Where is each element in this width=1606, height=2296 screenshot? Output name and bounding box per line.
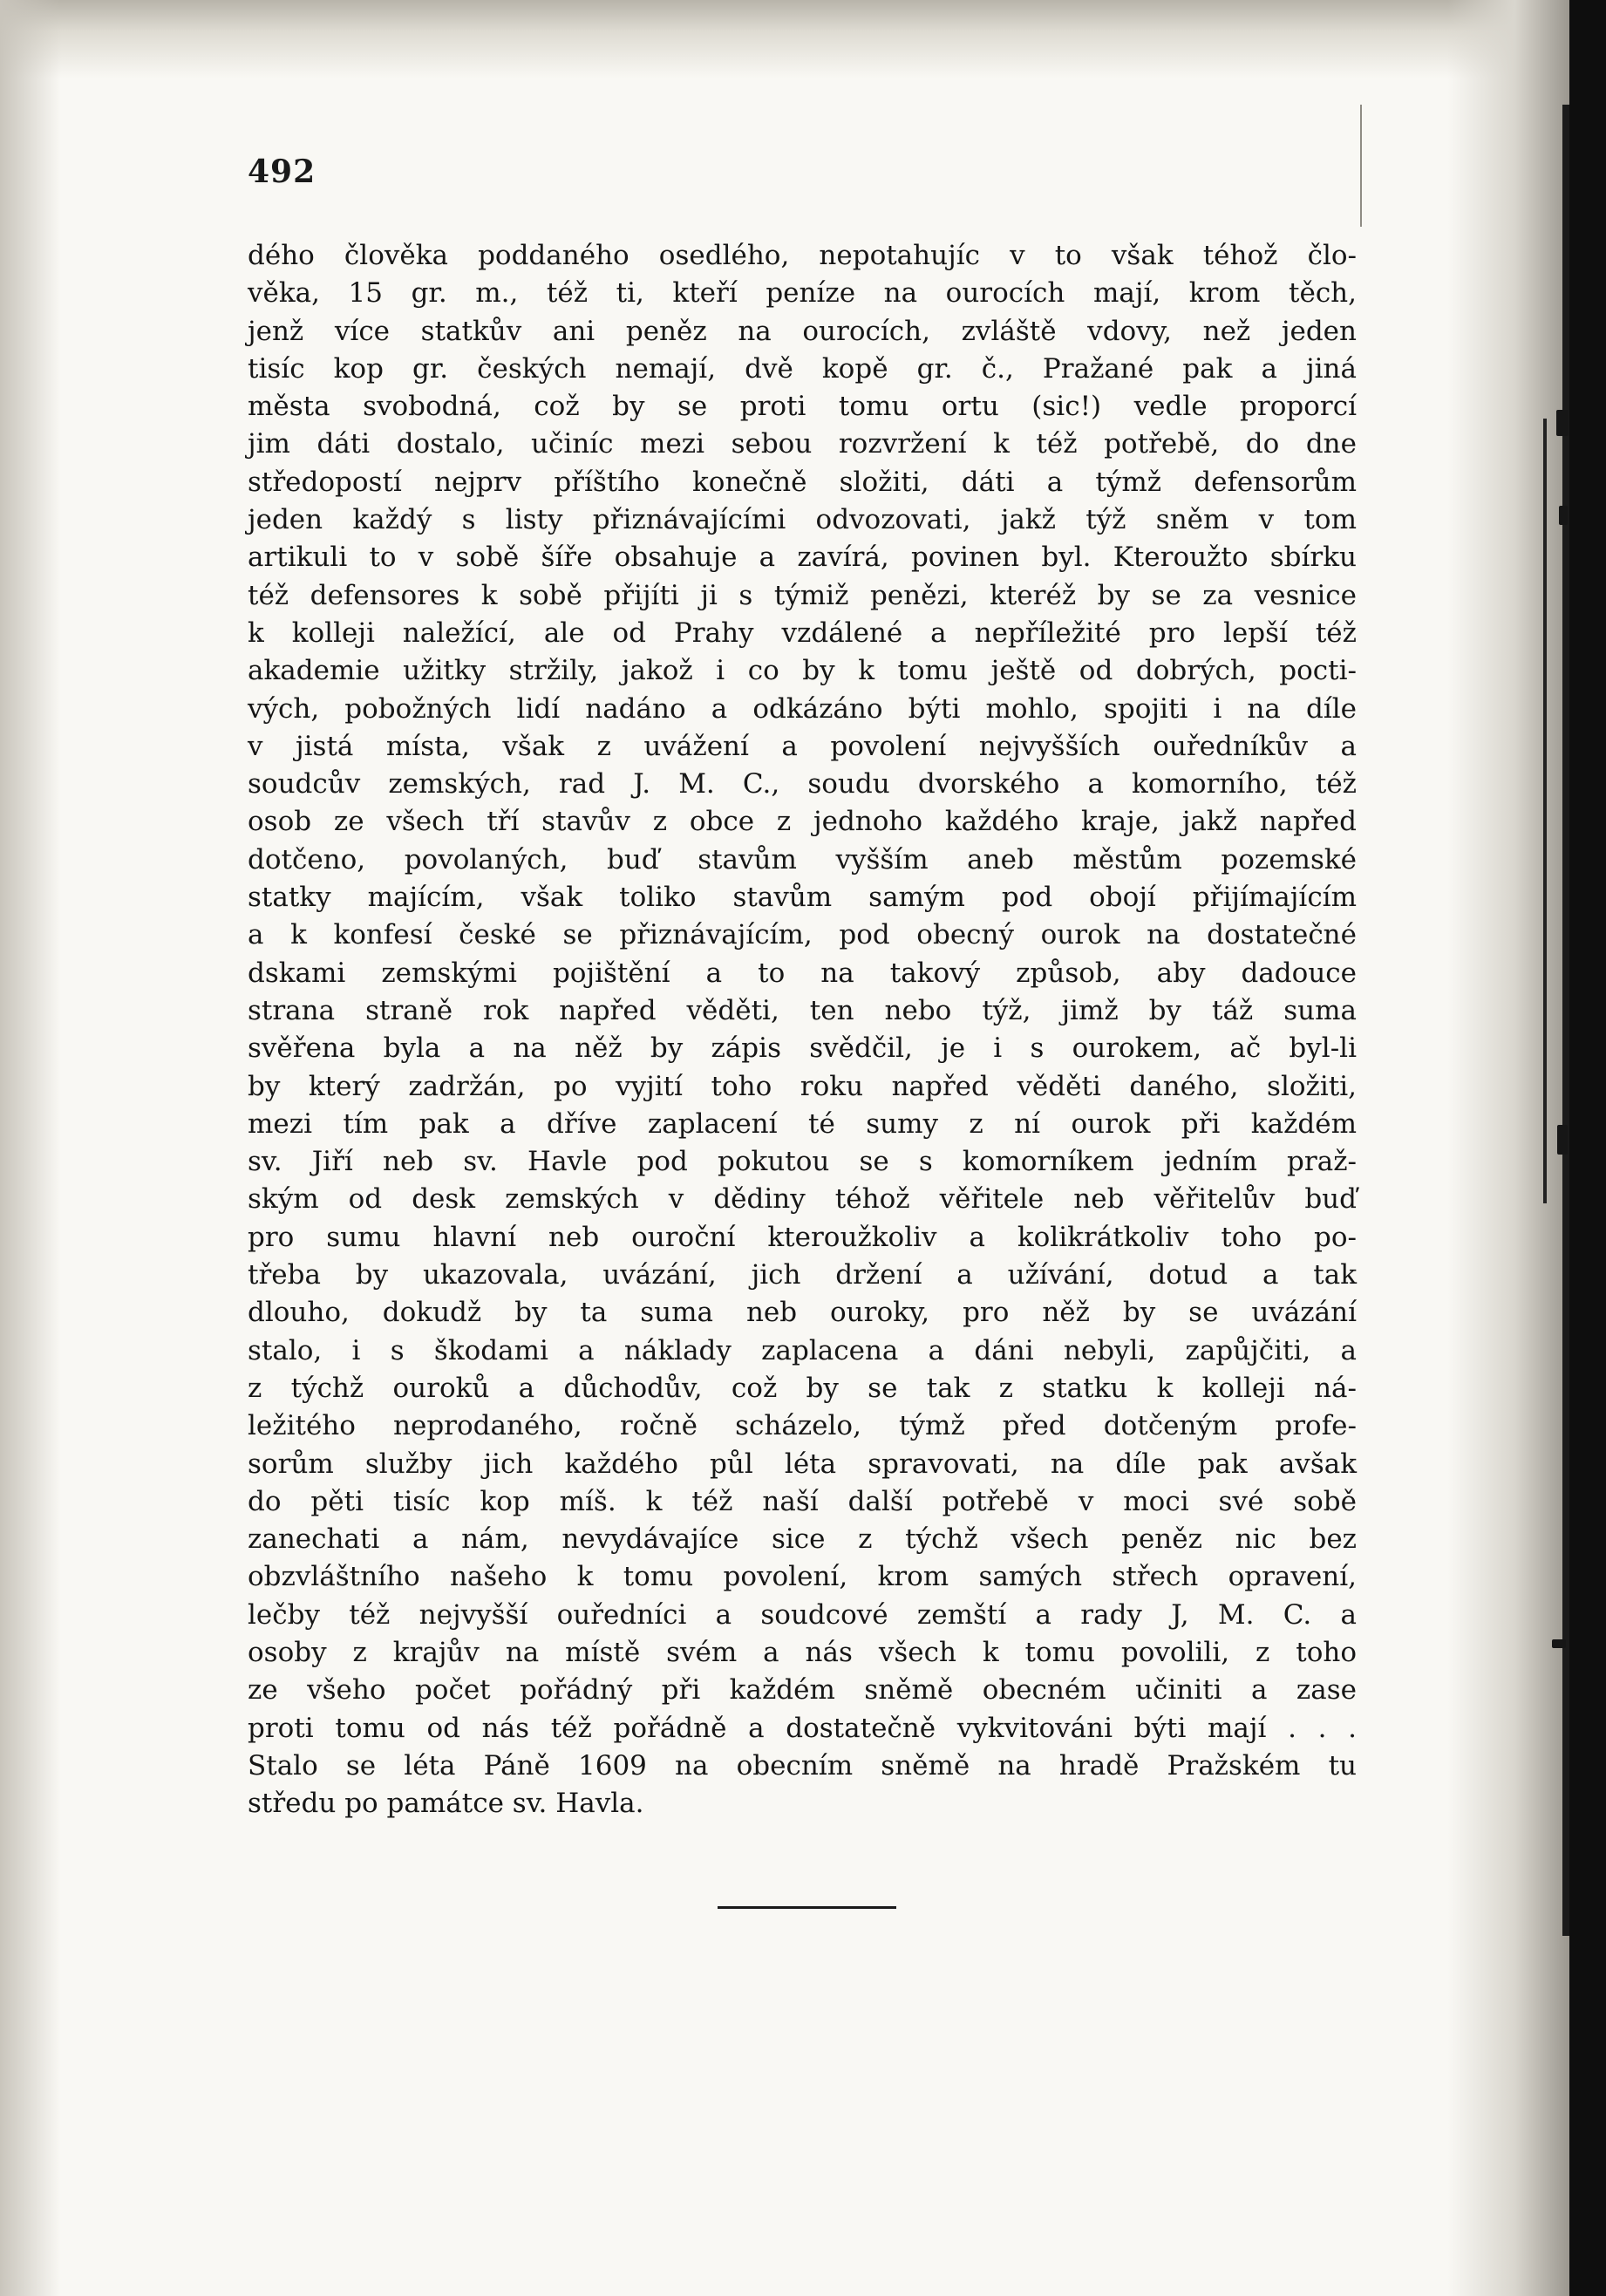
text-line: proti tomu od nás též pořádně a dostatečně vykvitováni býti mají . . .: [248, 1712, 1357, 1744]
text-line: strana straně rok napřed věděti, ten nebo týž, jimž by táž suma: [248, 994, 1357, 1026]
text-line: ležitého neprodaného, ročně scházelo, týmž před dotčeným profe-: [248, 1410, 1357, 1442]
text-line: lečby též nejvyšší ouředníci a soudcové zemští a rady J, M. C. a: [248, 1598, 1357, 1631]
body-text: [248, 237, 1357, 1822]
text-line: osob ze všech tří stavův z obce z jednoho každého kraje, jakž napřed: [248, 806, 1357, 838]
text-line: ským od desk zemských v dědiny téhož věřitele neb věřitelův buď: [248, 1183, 1357, 1216]
faint-margin-rule: [1360, 105, 1362, 227]
page-number: 492: [248, 153, 316, 190]
text-line: vých, pobožných lidí nadáno a odkázáno býti mohlo, spojiti i na díle: [248, 692, 1357, 725]
text-line: jenž více statkův ani peněz na ourocích, zvláště vdovy, než jeden: [248, 315, 1357, 347]
text-line: akademie užitky stržily, jakož i co by k tomu ještě od dobrých, pocti-: [248, 655, 1357, 687]
text-line: artikuli to v sobě šíře obsahuje a zavírá, povinen byl. Kteroužto sbírku: [248, 542, 1357, 574]
text-line: z týchž ouroků a důchodův, což by se tak z statku k kolleji ná-: [248, 1372, 1357, 1404]
text-line: jeden každý s listy přiznávajícími odvozovati, jakž týž sněm v tom: [248, 504, 1357, 536]
text-line: mezi tím pak a dříve zaplacení té sumy z ní ourok při každém: [248, 1107, 1357, 1140]
text-line: osoby z krajův na místě svém a nás všech k tomu povolili, z toho: [248, 1636, 1357, 1668]
text-line: Stalo se léta Páně 1609 na obecním sněmě na hradě Pražském tu: [248, 1749, 1357, 1782]
text-line: tisíc kop gr. českých nemají, dvě kopě gr. č., Pražané pak a jiná: [248, 352, 1357, 385]
text-line: statky majícím, však toliko stavům samým pod obojí přijímajícím: [248, 882, 1357, 914]
text-line: sv. Jiří neb sv. Havle pod pokutou se s komorníkem jedním praž-: [248, 1146, 1357, 1178]
text-line: věka, 15 gr. m., též ti, kteří peníze na ourocích mají, krom těch,: [248, 277, 1357, 310]
text-line: ze všeho počet pořádný při každém sněmě obecném učiniti a zase: [248, 1674, 1357, 1707]
text-line: města svobodná, což by se proti tomu ortu (sic!) vedle proporcí: [248, 391, 1357, 423]
text-line: jim dáti dostalo, učiníc mezi sebou rozvržení k též potřebě, do dne: [248, 428, 1357, 460]
text-line: obzvláštního našeho k tomu povolení, krom samých střech opravení,: [248, 1561, 1357, 1593]
text-line: k kolleji naležící, ale od Prahy vzdálené a nepříležité pro lepší též: [248, 617, 1357, 649]
binding-mark: [1556, 410, 1569, 436]
binding-mark: [1559, 506, 1568, 525]
text-line: středopostí nejprv příštího konečně složiti, dáti a týmž defensorům: [248, 466, 1357, 498]
page-top-edge-shadow: [0, 0, 1606, 78]
text-line: dého člověka poddaného osedlého, nepotahujíc v to však téhož člo-: [248, 240, 1357, 271]
text-line: sorům služby jich každého půl léta spravovati, na díle pak avšak: [248, 1448, 1357, 1480]
text-line: dskami zemskými pojištění a to na takový způsob, aby dadouce: [248, 957, 1357, 989]
text-line: dlouho, dokudž by ta suma neb ouroky, pro něž by se uvázání: [248, 1297, 1357, 1329]
binding-mark: [1557, 1125, 1568, 1155]
text-line: zanechati a nám, nevydávajíce sice z týchž všech peněz nic bez: [248, 1523, 1357, 1556]
binding-inner-line: [1543, 419, 1547, 1203]
text-line: a k konfesí české se přiznávajícím, pod obecný ourok na dostatečné: [248, 919, 1357, 951]
text-line: v jistá místa, však z uvážení a povolení nejvyšších ouředníkův a: [248, 730, 1357, 762]
binding-edge-line: [1562, 105, 1569, 1936]
text-line: dotčeno, povolaných, buď stavům vyšším aneb městům pozemské: [248, 843, 1357, 875]
page-left-edge-shadow: [0, 0, 61, 2296]
text-line: do pěti tisíc kop míš. k též naší další potřebě v moci své sobě: [248, 1485, 1357, 1517]
closing-rule: [718, 1906, 896, 1909]
text-line: by který zadržán, po vyjití toho roku napřed věděti daného, složiti,: [248, 1070, 1357, 1102]
text-line: třeba by ukazovala, uvázání, jich držení a užívání, dotud a tak: [248, 1259, 1357, 1291]
binding-gutter-shadow: [1447, 0, 1569, 2296]
text-line: svěřena byla a na něž by zápis svědčil, je i s ourokem, ač byl-li: [248, 1032, 1357, 1065]
scan-border: [1569, 0, 1606, 2296]
text-line: stalo, i s škodami a náklady zaplacena a dáni nebyli, zapůjčiti, a: [248, 1334, 1357, 1366]
binding-mark: [1552, 1639, 1566, 1648]
text-line: též defensores k sobě přijíti ji s týmiž penězi, kteréž by se za vesnice: [248, 579, 1357, 611]
text-line: pro sumu hlavní neb ouroční kteroužkoliv a kolikrátkoliv toho po-: [248, 1221, 1357, 1253]
text-line: soudcův zemských, rad J. M. C., soudu dvorského a komorního, též: [248, 768, 1357, 801]
text-line: středu po památce sv. Havla.: [248, 1788, 644, 1820]
